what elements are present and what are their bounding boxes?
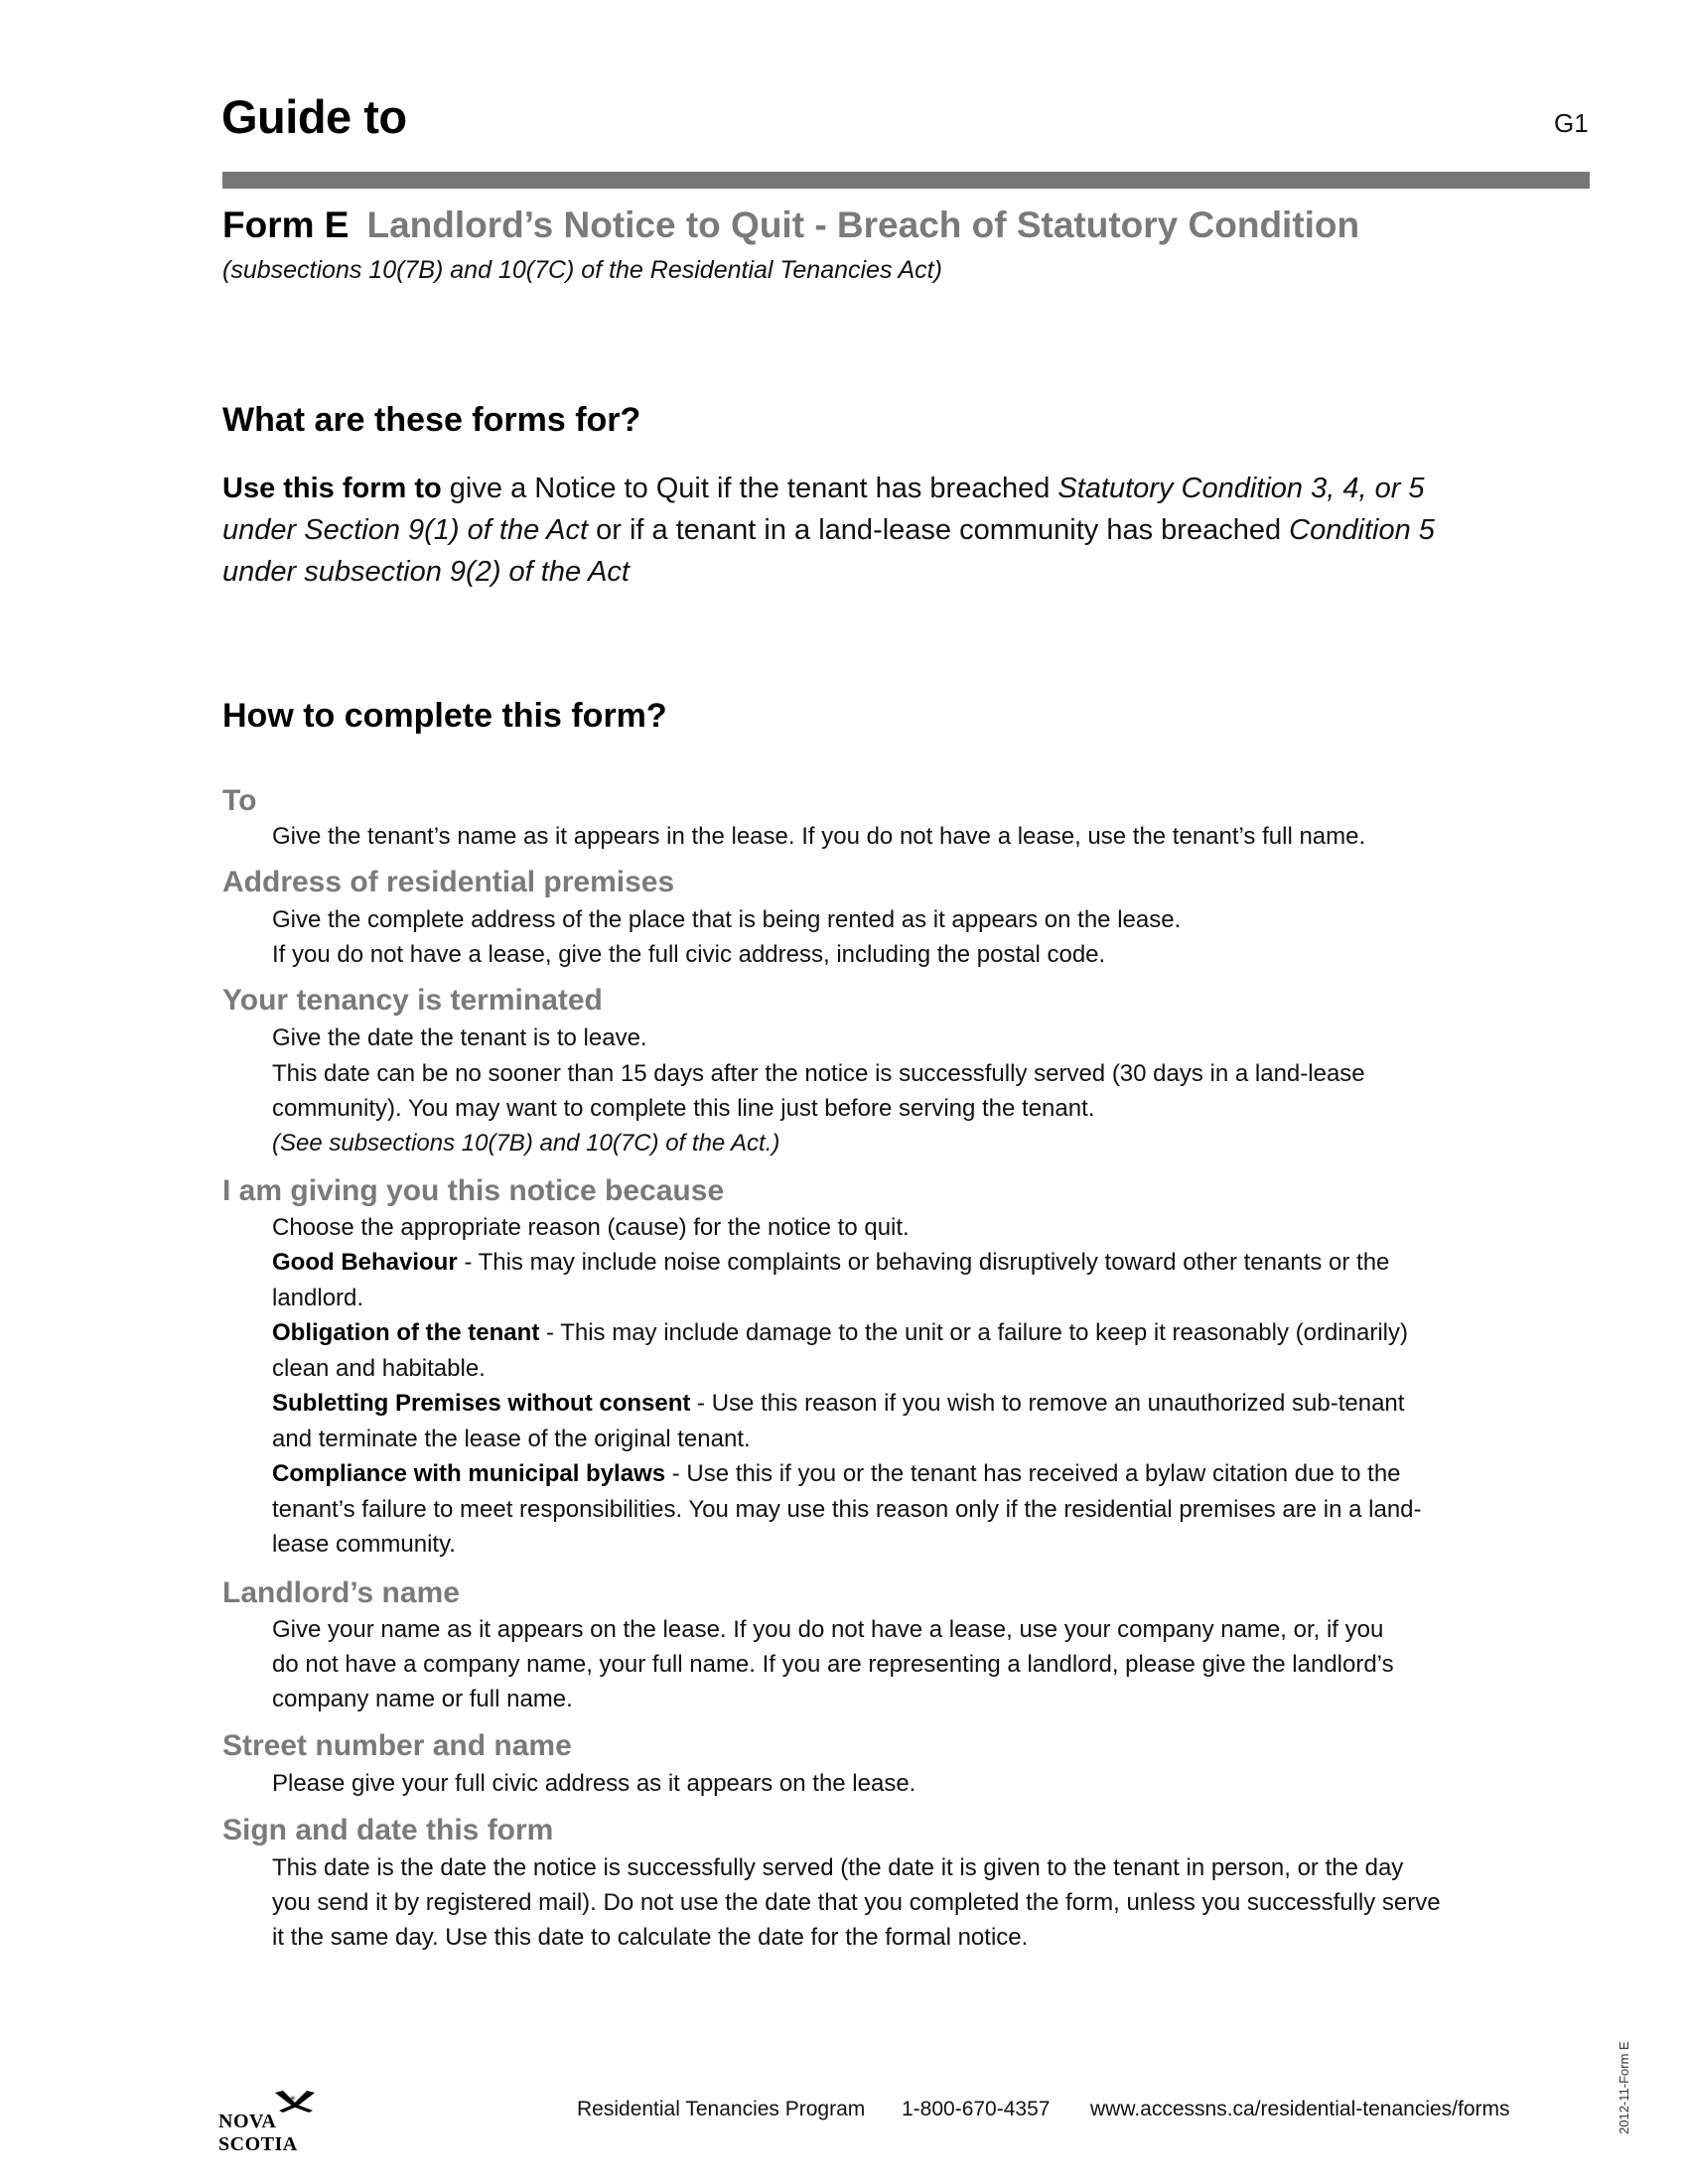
field-description: This date can be no sooner than 15 days after the notice is successfully served (30 days in a land-lease	[272, 1060, 1365, 1087]
page-number: G1	[1554, 108, 1589, 138]
field-description: If you do not have a lease, give the full civic address, including the postal code.	[272, 941, 1106, 968]
reason-item	[272, 1249, 1389, 1277]
field-note: (See subsections 10(7B) and 10(7C) of the Act.)	[272, 1130, 780, 1157]
svg-text:✳: ✳	[290, 2095, 296, 2103]
form-subtitle: (subsections 10(7B) and 10(7C) of the Residential Tenancies Act)	[222, 256, 942, 284]
form-name: Landlord’s Notice to Quit - Breach of Statutory Condition	[366, 205, 1360, 245]
field-heading-address: Address of residential premises	[222, 866, 675, 898]
page-title: Guide to	[221, 90, 407, 143]
field-description: Please give your full civic address as it appears on the lease.	[272, 1770, 916, 1797]
reason-text: - Use this reason if you wish to remove an unauthorized sub-tenant	[690, 1390, 1405, 1417]
reason-term: Compliance with municipal bylaws	[272, 1460, 666, 1487]
saltire-icon	[273, 2089, 317, 2113]
reason-text: - This may include damage to the unit or a failure to keep it reasonably (ordinarily)	[539, 1319, 1408, 1346]
logo-text: NOVA SCOTIA	[218, 2111, 298, 2155]
nova-scotia-logo	[218, 2089, 357, 2155]
reason-text: and terminate the lease of the original tenant.	[272, 1426, 751, 1452]
section-heading-howto: How to complete this form?	[222, 697, 667, 735]
field-description: community). You may want to complete this line just before serving the tenant.	[272, 1095, 1095, 1122]
reason-item	[272, 1460, 1401, 1488]
purpose-line	[222, 473, 1425, 505]
purpose-italic: under Section 9(1) of the Act	[222, 514, 589, 546]
purpose-italic: Statutory Condition 3, 4, or 5	[1057, 473, 1425, 504]
field-description: you send it by registered mail). Do not use the date that you completed the form, unless you successfully serve	[272, 1889, 1441, 1916]
field-heading-street: Street number and name	[222, 1729, 572, 1762]
purpose-text: give a Notice to Quit if the tenant has breached	[441, 473, 1058, 504]
field-description: Give the date the tenant is to leave.	[272, 1024, 647, 1051]
field-heading-reason: I am giving you this notice because	[222, 1174, 725, 1207]
field-description: it the same day. Use this date to calculate the date for the formal notice.	[272, 1924, 1029, 1951]
field-description: Choose the appropriate reason (cause) for the notice to quit.	[272, 1214, 910, 1241]
header-divider-bar	[222, 172, 1590, 189]
form-code: Form E	[222, 205, 350, 245]
field-description: company name or full name.	[272, 1686, 573, 1712]
reason-text: clean and habitable.	[272, 1355, 486, 1382]
reason-text: tenant’s failure to meet responsibilities. You may use this reason only if the residential premises are in a land-	[272, 1496, 1422, 1523]
form-title	[222, 205, 1359, 246]
field-heading-termination: Your tenancy is terminated	[222, 984, 603, 1017]
field-heading-sign-date: Sign and date this form	[222, 1814, 554, 1846]
reason-term: Good Behaviour	[272, 1249, 458, 1276]
form-revision-code: 2012-11-Form E	[1617, 2041, 1631, 2134]
field-heading-landlord-name: Landlord’s name	[222, 1576, 460, 1609]
section-heading-purpose: What are these forms for?	[222, 401, 641, 439]
footer-phone: 1-800-670-4357	[902, 2098, 1051, 2120]
reason-text: lease community.	[272, 1531, 456, 1558]
reason-text: - Use this if you or the tenant has received a bylaw citation due to the	[665, 1460, 1401, 1487]
field-description: do not have a company name, your full name. If you are representing a landlord, please give the landlord’s	[272, 1651, 1394, 1678]
field-description: Give your name as it appears on the lease. If you do not have a lease, use your company name, or, if you	[272, 1616, 1384, 1643]
reason-item	[272, 1390, 1404, 1418]
purpose-italic: Condition 5	[1289, 514, 1435, 546]
reason-item	[272, 1319, 1408, 1347]
purpose-lead-bold: Use this form to	[222, 473, 442, 504]
field-description: Give the complete address of the place that is being rented as it appears on the lease.	[272, 906, 1182, 933]
reason-text: landlord.	[272, 1285, 364, 1311]
footer-program: Residential Tenancies Program	[577, 2098, 866, 2120]
purpose-line	[222, 514, 1435, 547]
purpose-line	[222, 556, 630, 589]
purpose-italic: under subsection 9(2) of the Act	[222, 556, 630, 588]
reason-term: Subletting Premises without consent	[272, 1390, 691, 1417]
reason-term: Obligation of the tenant	[272, 1319, 540, 1346]
field-heading-to: To	[222, 784, 257, 817]
footer-url[interactable]: www.accessns.ca/residential-tenancies/forms	[1090, 2098, 1510, 2120]
field-description: This date is the date the notice is successfully served (the date it is given to the tenant in person, or the day	[272, 1854, 1404, 1881]
field-description: Give the tenant’s name as it appears in the lease. If you do not have a lease, use the tenant’s full name.	[272, 823, 1366, 850]
reason-text: - This may include noise complaints or behaving disruptively toward other tenants or the	[457, 1249, 1390, 1276]
purpose-text: or if a tenant in a land-lease community has breached	[588, 514, 1290, 546]
